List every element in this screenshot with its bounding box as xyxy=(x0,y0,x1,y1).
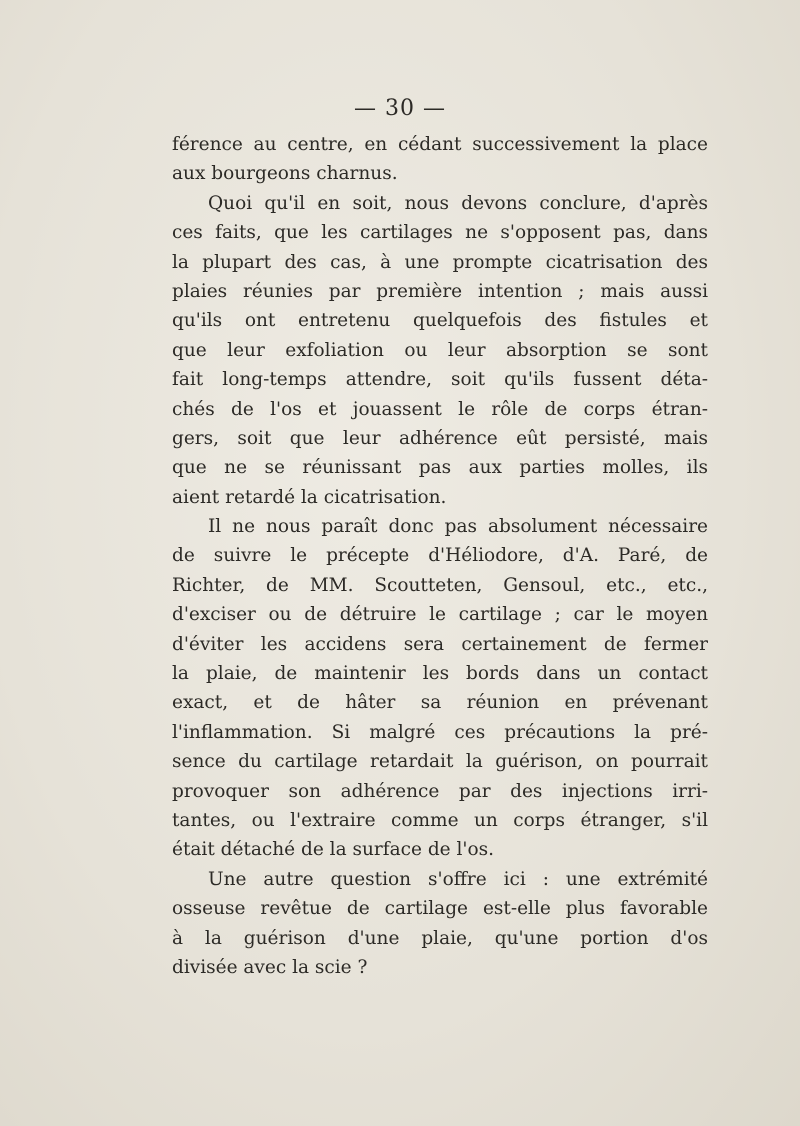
text-line: que ne se réunissant pas aux parties molles, ils xyxy=(172,457,708,479)
text-line: d'éviter les accidens sera certainement de fermer xyxy=(172,633,708,655)
text-line: ces faits, que les cartilages ne s'opposent pas, dans xyxy=(172,222,708,244)
text-line: Quoi qu'il en soit, nous devons conclure, d'après xyxy=(208,192,708,214)
body-text xyxy=(172,130,708,982)
text-line: était détaché de la surface de l'os. xyxy=(172,839,495,861)
text-line: chés de l'os et jouassent le rôle de corps étran- xyxy=(172,398,708,420)
text-line: férence au centre, en cédant successivement la place xyxy=(172,134,708,155)
text-line: de suivre le précepte d'Héliodore, d'A. Paré, de xyxy=(172,545,708,567)
text-line: la plupart des cas, à une prompte cicatrisation des xyxy=(172,251,708,273)
text-line: l'inflammation. Si malgré ces précautions la pré- xyxy=(172,721,708,743)
text-line: qu'ils ont entretenu quelquefois des fistules et xyxy=(172,310,708,332)
text-line: la plaie, de maintenir les bords dans un contact xyxy=(172,663,708,685)
text-line: gers, soit que leur adhérence eût persisté, mais xyxy=(172,427,708,449)
text-line: fait long-temps attendre, soit qu'ils fussent déta- xyxy=(172,369,708,391)
text-line: provoquer son adhérence par des injections irri- xyxy=(172,780,708,802)
text-line: exact, et de hâter sa réunion en prévenant xyxy=(172,692,708,714)
text-line: Richter, de MM. Scoutteten, Gensoul, etc., etc., xyxy=(172,574,708,596)
text-line: divisée avec la scie ? xyxy=(172,956,368,978)
text-line: à la guérison d'une plaie, qu'une portion d'os xyxy=(172,927,708,949)
text-line: aient retardé la cicatrisation. xyxy=(172,486,447,508)
text-line: Une autre question s'offre ici : une extrémité xyxy=(208,868,708,890)
text-line: que leur exfoliation ou leur absorption se sont xyxy=(172,339,708,361)
text-line: osseuse revêtue de cartilage est-elle plus favorable xyxy=(172,898,708,920)
text-line: aux bourgeons charnus. xyxy=(172,163,398,185)
text-line: tantes, ou l'extraire comme un corps étranger, s'il xyxy=(172,809,708,831)
page-number: — 30 — xyxy=(354,96,446,121)
text-line: Il ne nous paraît donc pas absolument nécessaire xyxy=(208,516,708,538)
text-line: d'exciser ou de détruire le cartilage ; car le moyen xyxy=(172,604,708,626)
text-line: sence du cartilage retardait la guérison, on pourrait xyxy=(172,751,708,773)
text-line: plaies réunies par première intention ; mais aussi xyxy=(172,280,708,302)
